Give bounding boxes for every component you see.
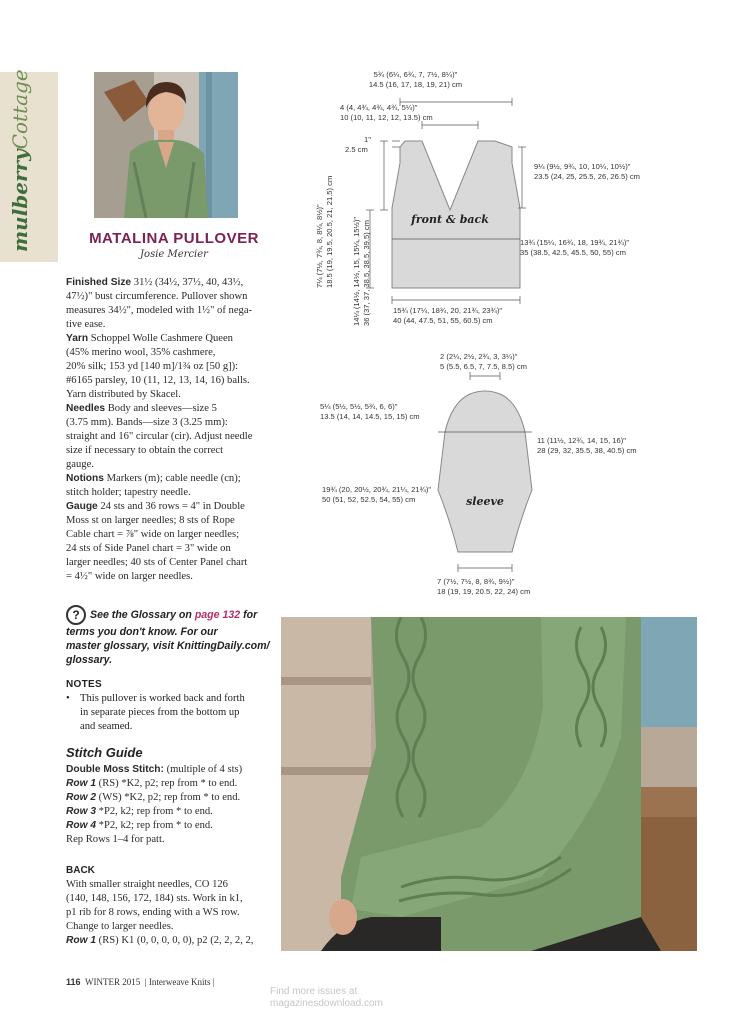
hem-dim: 15¾ (17¼, 18¾, 20, 21¾, 23¾)" 40 (44, 47.5, 51, 55, 60.5) cm: [393, 306, 503, 325]
sleeve-shape: [438, 391, 532, 552]
bust-dim: 13¾ (15¼, 16¾, 18, 19¾, 21¾)" 35 (38.5, 42.5, 45.5, 50, 55) cm: [520, 238, 630, 257]
sleeve-top-dim: 2 (2¼, 2½, 2¾, 3, 3¼)" 5 (5.5, 6.5, 7, 7.5, 8.5) cm: [440, 352, 527, 371]
notions: Notions Markers (m); cable needle (cn); stitch holder; tapestry needle.: [66, 473, 241, 498]
armhole-dim: 9¼ (9½, 9¾, 10, 10¼, 10½)" 23.5 (24, 25, 25.5, 26, 26.5) cm: [534, 162, 640, 181]
notes-body: • This pullover is worked back and forth in separate pieces from the bottom up and seamed.: [66, 693, 245, 732]
model-photo: [94, 72, 238, 218]
stitch-guide-title: Stitch Guide: [66, 745, 143, 760]
needles: Needles Body and sleeves—size 5 (3.75 mm). Bands—size 3 (3.25 mm): straight and 16" circular (cir). Adjust needle size if necessary to obtain the correct gauge.: [66, 403, 253, 470]
brand-sidebar: [0, 69, 58, 262]
sleeve-cap-dim: 5¼ (5½, 5½, 5¾, 6, 6)" 13.5 (14, 14, 14.5, 15, 15) cm: [320, 402, 420, 421]
back-heading: BACK: [66, 865, 95, 876]
sleeve-length-dim: 19¾ (20, 20½, 20¾, 21¼, 21¾)" 50 (51, 52, 52.5, 54, 55) cm: [322, 485, 432, 504]
pattern-title: MATALINA PULLOVER: [89, 230, 259, 247]
brand-logo: mulberryCottage: [8, 69, 32, 252]
sleeve-schematic: [420, 370, 550, 580]
designer-name: Josie Mercier: [140, 249, 208, 260]
body-length-dim: 14¼ (14½, 14½, 15, 15¼, 15½)" 36 (37, 37, 38.5, 38.5, 39.5) cm: [352, 216, 371, 326]
page-footer: 116 WINTER 2015 | Interweave Knits |: [66, 977, 215, 987]
glossary-page-link[interactable]: page 132: [194, 608, 241, 621]
stitch-guide-body: Double Moss Stitch: (multiple of 4 sts) Row 1 (RS) *K2, p2; rep from * to end. Row 2 (WS) *K2, p2; rep from * to end. Row 3 *P2, k2; rep from * to end. Row 4 *P2, k2; rep from * to end. Rep Rows 1–4 for patt.: [66, 764, 243, 845]
question-icon: ?: [66, 605, 86, 625]
neck-depth-dim: 7¼ (7½, 7¾, 8, 8¼, 8½)" 18.5 (19, 19.5, 20.5, 21, 21.5) cm: [315, 175, 334, 288]
sweater-detail-photo: [281, 617, 697, 951]
upper-arm-dim: 11 (11½, 12¾, 14, 15, 16)" 28 (29, 32, 35.5, 38, 40.5) cm: [537, 436, 637, 455]
yarn: Yarn Schoppel Wolle Cashmere Queen (45% merino wool, 35% cashmere, 20% silk; 153 yd [140 m]/1¾ oz [50 g]): #6165 parsley, 10 (11, 12, 13, 14, 16) balls. Yarn distributed by Skacel.: [66, 333, 250, 400]
notes-heading: NOTES: [66, 679, 102, 690]
shoulder-width-dim: 5¾ (6¼, 6¾, 7, 7½, 8¼)" 14.5 (16, 17, 18, 19, 21) cm: [368, 70, 463, 89]
back-body: With smaller straight needles, CO 126 (140, 148, 156, 172, 184) sts. Work in k1, p1 rib for 8 rows, ending with a WS row. Change to larger needles. Row 1 (RS) K1 (0, 0, 0, 0, 0), p2 (2, 2, 2, 2,: [66, 879, 254, 946]
watermark: Find more issues at magazinesdownload.com: [270, 986, 383, 1009]
glossary-callout: ? See the Glossary on page 132 for terms you don't know. For our master glossary, visit KnittingDaily.com/ glossary.: [66, 605, 280, 667]
gauge: Gauge 24 sts and 36 rows = 4" in Double Moss st on larger needles; 8 sts of Rope Cable chart = ⅞" wide on larger needles; 24 sts of Side Panel chart = 3" wide on larger needles; 40 sts of Center Panel chart = 4½" wide on larger needles.: [66, 501, 248, 582]
neck-width-dim: 4 (4, 4¾, 4¾, 4¾, 5¼)" 10 (10, 11, 12, 12, 13.5) cm: [340, 103, 433, 122]
sleeve-label: sleeve: [466, 495, 504, 508]
bullet-icon: •: [66, 693, 70, 704]
materials-block: [66, 276, 280, 584]
neck-drop-dim: 1": [364, 135, 371, 144]
neck-drop-cm: 2.5 cm: [345, 145, 368, 154]
finished-size: Finished Size 31½ (34½, 37½, 40, 43½, 47½)" bust circumference. Pullover shown measures 34½", modeled with 1½" of nega- tive ease.: [66, 277, 253, 330]
body-label: front & back: [411, 213, 489, 226]
cuff-dim: 7 (7½, 7½, 8, 8¾, 9½)" 18 (19, 19, 20.5, 22, 24) cm: [437, 577, 531, 596]
